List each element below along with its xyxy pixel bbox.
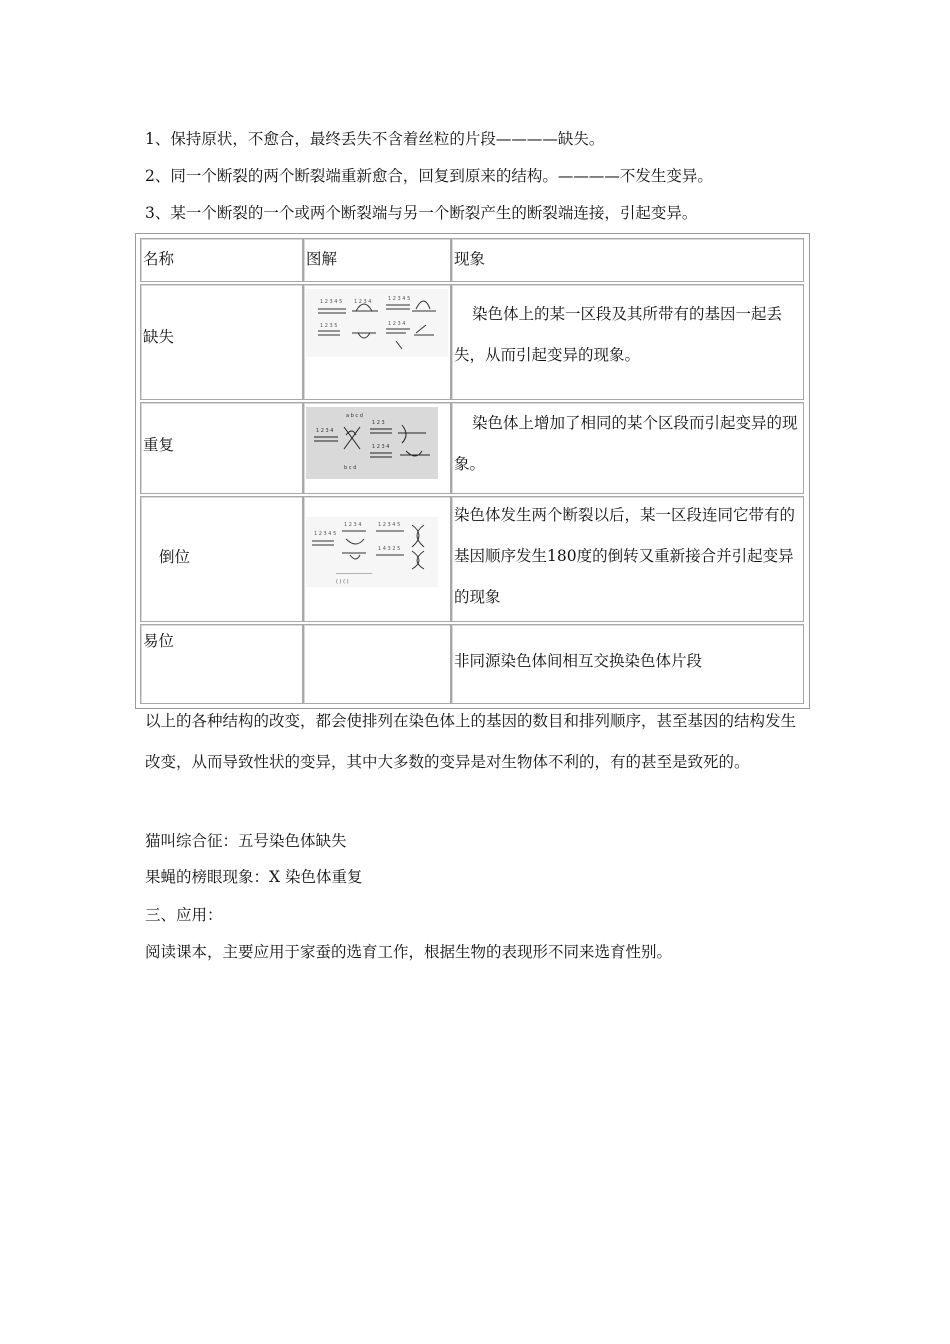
svg-text:1 2 3 5: 1 2 3 5 (320, 323, 338, 329)
variation-name: 易位 (143, 632, 175, 650)
variation-phenomenon: 染色体上的某一区段及其所带有的基因一起丢失，从而引起变异的现象。 (454, 305, 783, 364)
header-cell-figure (303, 238, 451, 282)
table-row-duplication-figure (303, 402, 451, 494)
svg-text:1 2 3 4: 1 2 3 4 (372, 444, 390, 450)
svg-text:1 2 3 4 5: 1 2 3 4 5 (388, 296, 411, 302)
svg-text:1 2 3 4: 1 2 3 4 (344, 522, 362, 528)
summary-paragraph: 以上的各种结构的改变，都会使排列在染色体上的基因的数目和排列顺序，甚至基因的结构发生改变，从而导致性状的变异，其中大多数的变异是对生物体不利的，有的甚至是致死的。 (145, 712, 797, 771)
table-row-deletion-figure (303, 284, 451, 400)
example-bar-eye: 果蝇的榜眼现象：X 染色体重复 (145, 868, 363, 886)
section-heading-application: 三、应用： (145, 906, 223, 924)
svg-text:1 2 3: 1 2 3 (372, 420, 385, 426)
svg-text:a b c d: a b c d (346, 413, 363, 419)
svg-text:1 2 3 4: 1 2 3 4 (316, 428, 334, 434)
header-cell-phenomenon (451, 238, 804, 282)
table-row-deletion-phenomenon (451, 284, 804, 400)
deletion-diagram (306, 289, 448, 357)
table-row-inversion-figure (303, 496, 451, 622)
paragraph-2: 2、同一个断裂的两个断裂端重新愈合，回复到原来的结构。————不发生变异。 (145, 167, 713, 185)
chromosome-variation-table (135, 233, 810, 709)
header-figure: 图解 (306, 250, 338, 268)
table-row-translocation-name (140, 624, 303, 704)
table-row-inversion-phenomenon (451, 496, 804, 622)
example-cat-cry: 猫叫综合征：五号染色体缺失 (145, 832, 347, 850)
variation-phenomenon: 非同源染色体间相互交换染色体片段 (454, 652, 703, 670)
table-row-translocation-phenomenon (451, 624, 804, 704)
paragraph-1: 1、保持原状，不愈合，最终丢失不含着丝粒的片段————缺失。 (145, 130, 605, 148)
table-row-inversion-name (140, 496, 303, 622)
table-row-duplication-phenomenon (451, 402, 804, 494)
header-name: 名称 (143, 250, 175, 268)
svg-text:1 2 3 4: 1 2 3 4 (388, 321, 406, 327)
variation-phenomenon: 染色体发生两个断裂以后，某一区段连同它带有的基因顺序发生180度的倒转又重新接合并引起变异的现象 (454, 506, 796, 606)
svg-text:1 2 3 4 5: 1 2 3 4 5 (378, 522, 401, 528)
svg-text:1 2 3 4: 1 2 3 4 (354, 299, 372, 305)
variation-phenomenon: 染色体上增加了相同的某个区段而引起变异的现象。 (454, 414, 798, 473)
table-row-duplication-name (140, 402, 303, 494)
svg-text:1 2 3 4 5: 1 2 3 4 5 (314, 531, 337, 537)
header-cell-name (140, 238, 303, 282)
variation-name: 重复 (143, 436, 175, 454)
variation-name: 倒位 (159, 548, 191, 566)
svg-text:( ) ( ): ( ) ( ) (336, 579, 349, 585)
svg-text:1 4 3 2 5: 1 4 3 2 5 (378, 546, 401, 552)
svg-text:1 2 3 4 5: 1 2 3 4 5 (320, 299, 343, 305)
svg-text:b c d: b c d (344, 465, 357, 471)
variation-name: 缺失 (143, 328, 175, 346)
header-phenomenon: 现象 (454, 250, 486, 268)
svg-text:────────────: ──────────── (336, 571, 373, 577)
inversion-diagram (306, 517, 438, 587)
paragraph-3: 3、某一个断裂的一个或两个断裂端与另一个断裂产生的断裂端连接，引起变异。 (145, 204, 698, 222)
table-row-deletion-name (140, 284, 303, 400)
table-row-translocation-figure (303, 624, 451, 704)
application-paragraph: 阅读课本，主要应用于家蚕的选育工作，根据生物的表现形不同来选育性别。 (145, 943, 673, 961)
duplication-diagram (306, 407, 438, 479)
